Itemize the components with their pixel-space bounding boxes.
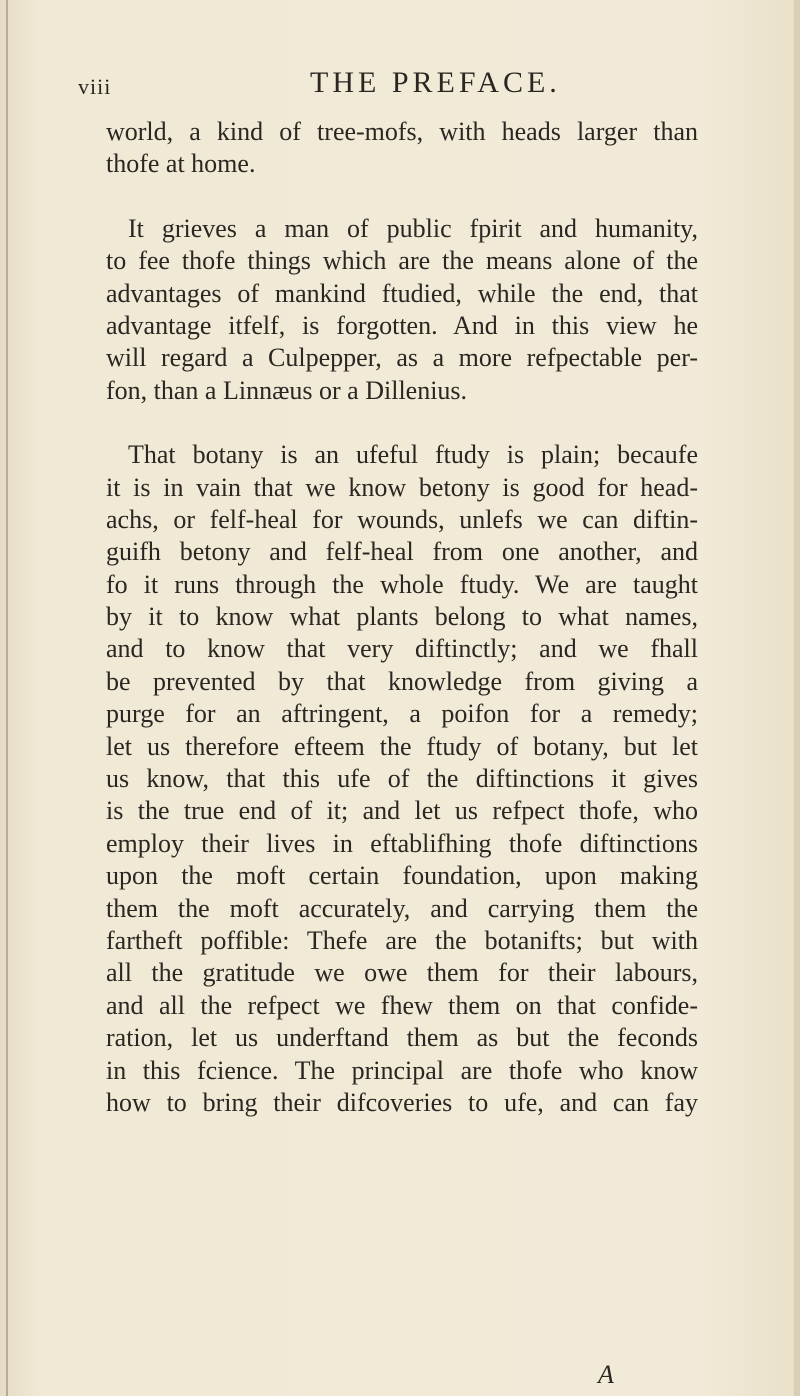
text-line: to fee thofe things which are the means alone of the (106, 246, 698, 276)
text-line: upon the moft certain foundation, upon making (106, 861, 698, 891)
text-line: purge for an aftringent, a poifon for a remedy; (106, 699, 698, 729)
running-head: THE PREFACE. (310, 66, 561, 99)
text-line: us know, that this ufe of the diftinctions it gives (106, 764, 698, 794)
text-line: all the gratitude we owe them for their labours, (106, 958, 698, 988)
text-line: fon, than a Linnæus or a Dillenius. (106, 375, 468, 405)
text-line: world, a kind of tree-mofs, with heads larger than (106, 117, 698, 146)
text-line: fartheft poffible: Thefe are the botanifts; but with (106, 925, 698, 955)
text-line: let us therefore efteem the ftudy of botany, but let (106, 731, 698, 761)
text-line: in this fcience. The principal are thofe who know (106, 1055, 698, 1085)
text-line: is the true end of it; and let us refpect thofe, who (106, 796, 698, 826)
catchword: A (598, 1360, 614, 1389)
text-line: ration, let us underftand them as but the feconds (106, 1023, 698, 1053)
text-line: guifh betony and felf-heal from one another, and (106, 537, 698, 567)
text-line: It grieves a man of public fpirit and humanity, (128, 213, 698, 243)
text-line: advantages of mankind ftudied, while the end, that (106, 278, 698, 308)
text-line: thofe at home. (106, 149, 256, 179)
text-line: them the moft accurately, and carrying them the (106, 893, 698, 923)
paragraph-gap (106, 181, 698, 213)
text-line: how to bring their difcoveries to ufe, and can fay (106, 1087, 698, 1117)
page-number: viii (78, 74, 112, 99)
paragraph-gap (106, 407, 698, 439)
text-line: That botany is an ufeful ftudy is plain; becaufe (128, 440, 698, 470)
page-header (78, 66, 718, 106)
text-line: employ their lives in eftablifhing thofe diftinctions (106, 828, 698, 858)
text-line: advantage itfelf, is forgotten. And in this view he (106, 310, 698, 340)
text-line: by it to know what plants belong to what names, (106, 602, 698, 632)
text-line: achs, or felf-heal for wounds, unlefs we can diftin- (106, 504, 698, 534)
page-edge (794, 0, 800, 1396)
text-line: and all the refpect we fhew them on that confide- (106, 990, 698, 1020)
text-line: and to know that very diftinctly; and we fhall (106, 634, 698, 664)
text-line: be prevented by that knowledge from giving a (106, 666, 698, 696)
text-line: fo it runs through the whole ftudy. We are taught (106, 569, 698, 599)
text-line: it is in vain that we know betony is good for head- (106, 472, 698, 502)
text-line: will regard a Culpepper, as a more refpectable per- (106, 343, 698, 373)
body-text (106, 116, 698, 1119)
gutter-edge (6, 0, 8, 1396)
